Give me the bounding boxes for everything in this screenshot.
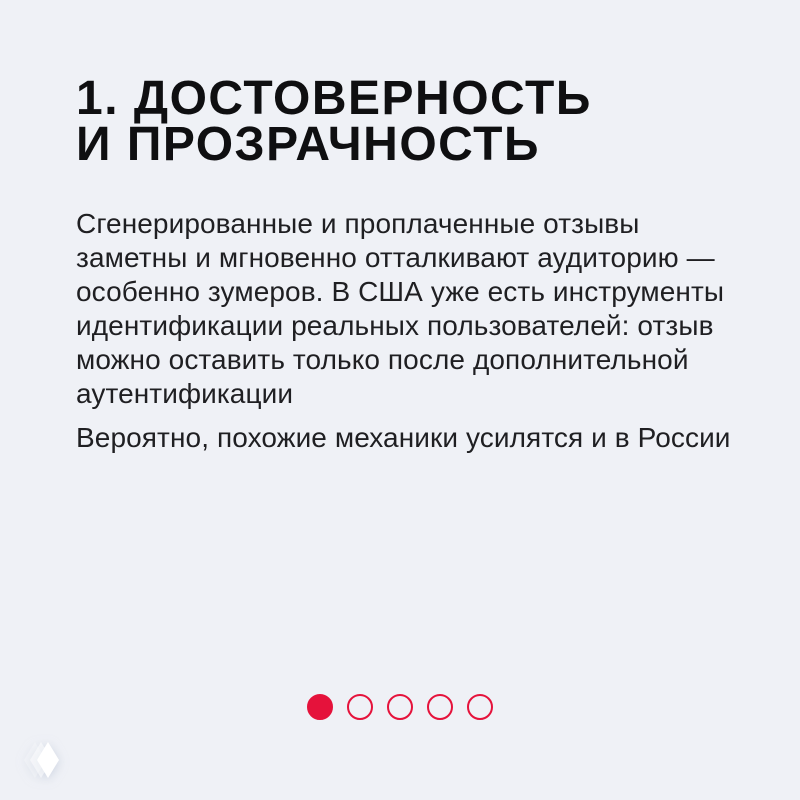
body-text-line: Вероятно, похожие механики усилятся и в России: [76, 422, 731, 453]
body-text-line: аутентификации: [76, 378, 294, 409]
slide-title-line-2: И ПРОЗРАЧНОСТЬ: [76, 118, 540, 171]
brand-diamonds-logo: [24, 741, 60, 779]
body-text-line: особенно зумеров. В США уже есть инструменты: [76, 276, 725, 307]
body-text-line: идентификации реальных пользователей: отзыв: [76, 310, 714, 341]
body-paragraph-1: [76, 207, 731, 411]
slide-body: [76, 207, 731, 455]
pagination-dot: [427, 694, 453, 720]
slide-title-line-1: 1. ДОСТОВЕРНОСТЬ: [76, 72, 592, 125]
pagination-dot-active: [307, 694, 333, 720]
pagination-dots: [307, 694, 493, 720]
pagination-dot: [467, 694, 493, 720]
pagination-dot: [387, 694, 413, 720]
body-text-line: заметны и мгновенно отталкивают аудиторию —: [76, 242, 715, 273]
slide-title: [76, 72, 592, 171]
pagination-dot: [347, 694, 373, 720]
body-text-line: Сгенерированные и проплаченные отзывы: [76, 208, 640, 239]
body-text-line: можно оставить только после дополнительной: [76, 344, 689, 375]
body-paragraph-2: [76, 421, 731, 455]
